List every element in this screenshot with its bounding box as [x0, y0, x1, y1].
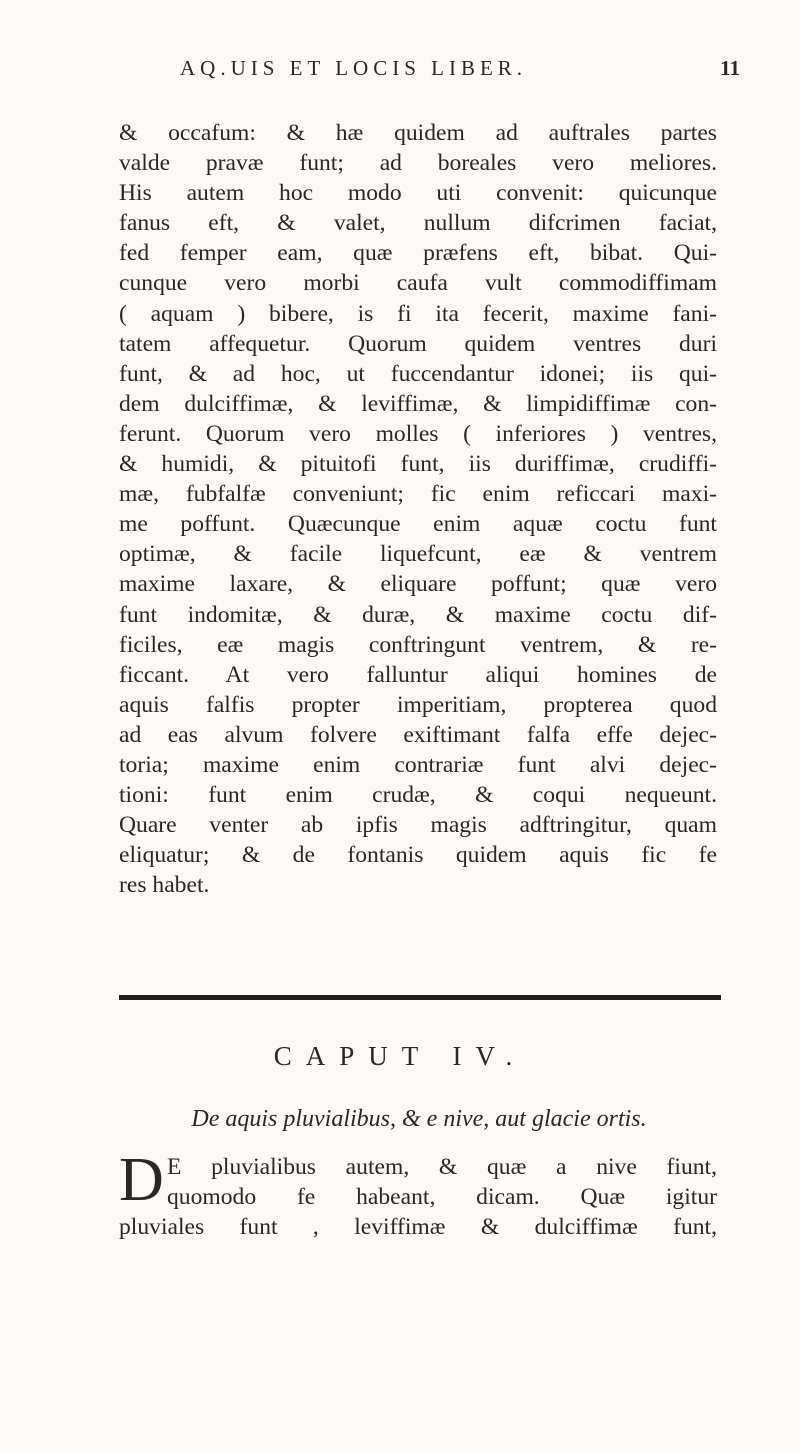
- paragraph: [119, 118, 717, 900]
- text-line: quomodo fe habeant, dicam. Quæ igitur: [167, 1184, 717, 1211]
- text-line: eliquatur; & de fontanis quidem aquis fic fe: [119, 842, 717, 869]
- page-number: 11: [720, 56, 740, 80]
- chapter-heading: CAPUT IV.: [273, 1041, 527, 1071]
- text-line: His autem hoc modo uti convenit: quicunque: [119, 180, 717, 207]
- text-line: dem dulciffimæ, & leviffimæ, & limpidiffimæ con-: [119, 390, 717, 417]
- text-line: valde pravæ funt; ad boreales vero meliores.: [119, 150, 717, 177]
- text-line: ficiles, eæ magis conftringunt ventrem, & re-: [119, 631, 717, 658]
- text-line: maxime laxare, & eliquare poffunt; quæ vero: [119, 571, 717, 598]
- drop-cap: D: [119, 1146, 164, 1214]
- text-line: toria; maxime enim contrariæ funt alvi dejec-: [119, 751, 717, 778]
- text-line: tioni: funt enim crudæ, & coqui nequeunt.: [119, 782, 717, 809]
- text-line: res habet.: [119, 872, 210, 899]
- text-line: & humidi, & pituitofi funt, iis duriffimæ, crudiffi-: [119, 451, 717, 478]
- section-divider-rule: [119, 995, 721, 1000]
- text-line: fed femper eam, quæ præfens eft, bibat. Qui-: [119, 240, 717, 267]
- text-line: tatem affequetur. Quorum quidem ventres duri: [119, 330, 717, 357]
- text-line: ad eas alvum folvere exiftimant falfa effe dejec-: [119, 721, 717, 748]
- text-line: ( aquam ) bibere, is fi ita fecerit, maxime fani-: [119, 300, 717, 327]
- text-line: mæ, fubfalfæ conveniunt; fic enim reficcari maxi-: [119, 481, 717, 508]
- text-line: funt indomitæ, & duræ, & maxime coctu dif-: [119, 601, 717, 628]
- text-line: ficcant. At vero falluntur aliqui homines de: [119, 661, 717, 688]
- text-line: & occafum: & hæ quidem ad auftrales partes: [119, 120, 717, 146]
- text-line: optimæ, & facile liquefcunt, eæ & ventrem: [119, 541, 717, 568]
- text-line: E pluvialibus autem, & quæ a nive fiunt,: [167, 1154, 717, 1180]
- running-head: [130, 56, 770, 96]
- running-title: AQ.UIS ET LOCIS LIBER.: [180, 56, 528, 80]
- chapter-opening-paragraph: [119, 1146, 717, 1242]
- chapter-subtitle: De aquis pluvialibus, & e nive, aut glacie ortis.: [191, 1106, 647, 1132]
- text-line: funt, & ad hoc, ut fuccendantur idonei; iis qui-: [119, 360, 717, 387]
- text-line: pluviales funt , leviffimæ & dulciffimæ funt,: [119, 1214, 717, 1241]
- text-line: aquis falfis propter imperitiam, propterea quod: [119, 691, 717, 718]
- text-line: fanus eft, & valet, nullum difcrimen faciat,: [119, 210, 717, 237]
- text-line: Quare venter ab ipfis magis adftringitur, quam: [119, 812, 717, 839]
- text-line: cunque vero morbi caufa vult commodiffimam: [119, 270, 717, 297]
- text-line: ferunt. Quorum vero molles ( inferiores ) ventres,: [119, 420, 717, 447]
- text-line: me poffunt. Quæcunque enim aquæ coctu funt: [119, 511, 717, 538]
